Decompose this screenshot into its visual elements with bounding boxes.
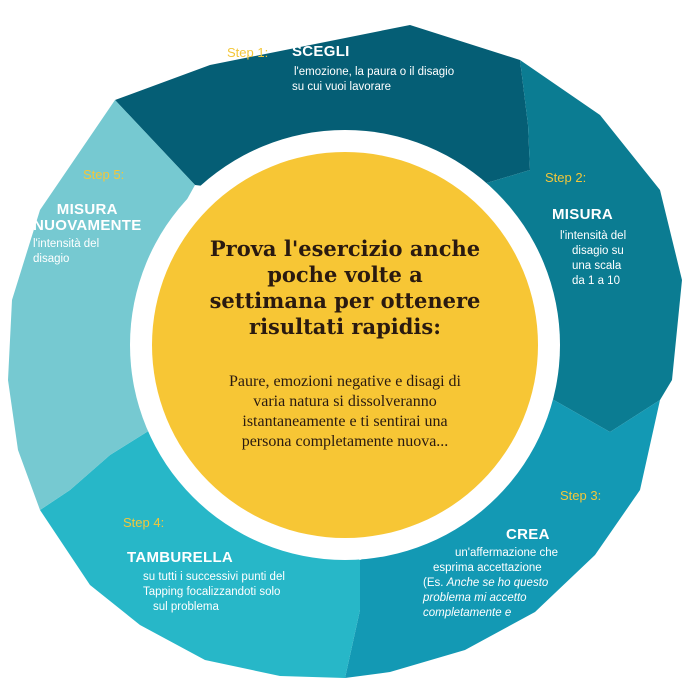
step-3-label: Step 3: [560,488,602,503]
step-1-label: Step 1: [227,45,269,60]
step-4-description: su tutti i successivi punti del Tapping focalizzandoti solo sul problema [143,571,285,613]
center-body-text: Paure, emozioni negative e disagi di varia natura si dissolveranno istantaneamente e ti sentirai una persona completamente nuova... [229,373,461,450]
step-2-title: MISURA [552,206,613,223]
step-2-description: l'intensità del disagio su una scala da 1 a 10 [560,230,627,287]
step-1-description: l'emozione, la paura o il disagio su cui vuoi lavorare [292,66,455,93]
step-4-title: TAMBURELLA [127,549,234,566]
center-heading: Prova l'esercizio anche poche volte a settimana per ottenere risultati rapidis: [209,236,481,339]
step-4-label: Step 4: [123,515,165,530]
step-5-label: Step 5: [83,167,125,182]
step-5-title: MISURA NUOVAMENTE [33,201,142,234]
center-yellow-disc [152,152,538,538]
step-1-title: SCEGLI [292,43,350,60]
step-2-label: Step 2: [545,170,587,185]
step-5-description: l'intensità del disagio [33,238,100,265]
step-3-description: un'affermazione che esprima accettazione (Es. Anche se ho questo problema mi accetto completamente e [423,547,558,619]
step-3-title: CREA [506,526,550,543]
